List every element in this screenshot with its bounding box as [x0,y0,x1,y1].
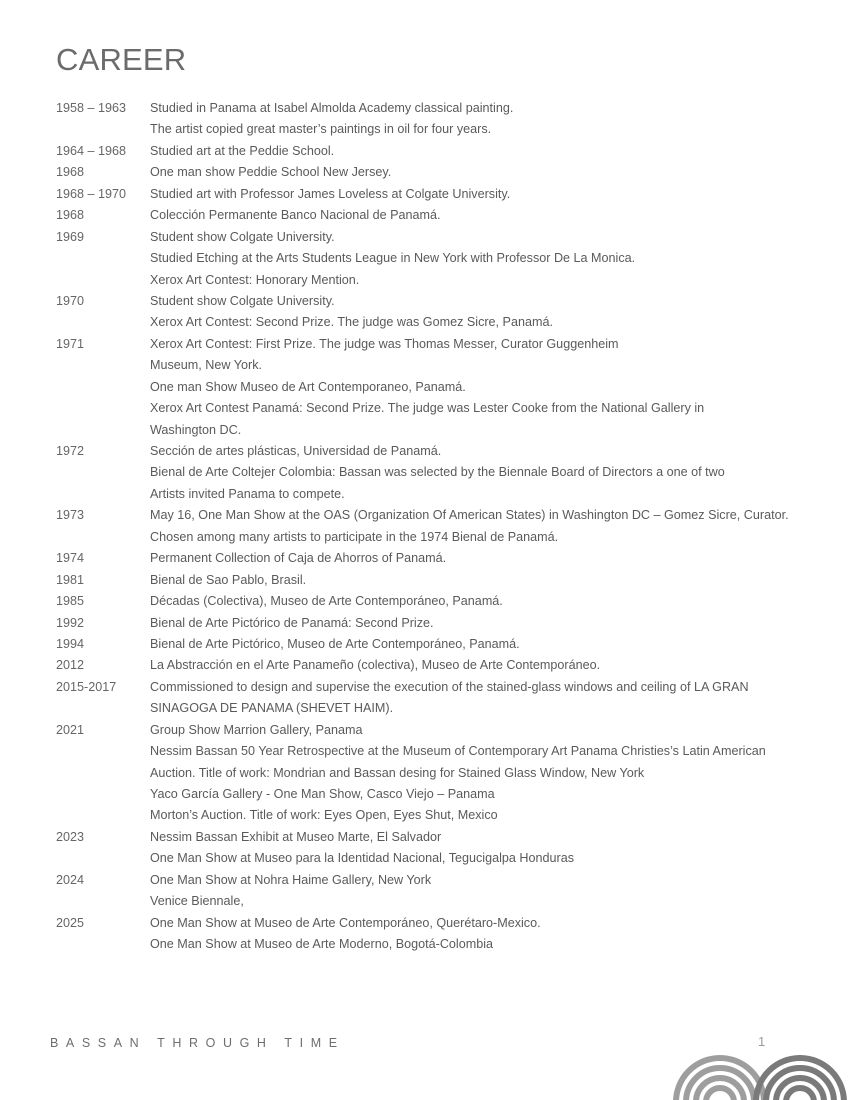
entry-description: One Man Show at Museo para la Identidad Nacional, Tegucigalpa Honduras [150,851,575,866]
career-entry-line [56,913,850,934]
entry-year [56,741,150,762]
entry-year [56,891,150,912]
entry-year: 1972 [56,444,85,458]
career-entry-line [56,484,850,505]
career-entry-line [56,848,850,869]
career-entry-line [56,420,850,441]
entry-description: Group Show Marrion Gallery, Panama [150,722,363,737]
entry-year: 1964 – 1968 [56,143,127,158]
entry-description: Auction. Title of work: Mondrian and Bassan desing for Stained Glass Window, New York [150,765,645,780]
entry-year: 2015-2017 [56,679,117,694]
career-entry-line [56,270,850,291]
entry-year [56,784,150,805]
entry-year: 1968 [56,165,85,180]
career-entry-line [56,634,850,655]
career-entry-line [56,441,850,462]
entry-description: Bienal de Arte Pictórico de Panamá: Second Prize. [150,615,434,630]
entry-year: 1994 [56,636,85,651]
entry-description: Studied Etching at the Arts Students League in New York with Professor De La Monica. [150,251,636,266]
career-entry-line [56,162,850,183]
career-entry-line [56,312,850,333]
entry-year [56,805,150,826]
entry-year: 1969 [56,229,85,244]
entry-description: SINAGOGA DE PANAMA (SHEVET HAIM). [150,701,394,716]
entry-description: Nessim Bassan Exhibit at Museo Marte, El Salvador [150,829,442,844]
concentric-arches-logo [670,1050,850,1100]
entry-year: 1974 [56,551,85,566]
entry-year: 2021 [56,722,85,737]
career-entry-line [56,763,850,784]
entry-description: Washington DC. [150,422,242,437]
entry-description: One Man Show at Museo de Arte Contemporáneo, Querétaro-Mexico. [150,915,541,930]
career-entry-line [56,655,850,676]
entry-description: Xerox Art Contest Panamá: Second Prize. The judge was Lester Cooke from the National Gallery in [150,401,705,416]
career-entry-line [56,462,850,483]
career-entry-line [56,870,850,891]
career-entry-line [56,205,850,226]
entry-year [56,312,150,333]
entry-year [56,484,150,505]
entry-description: Student show Colgate University. [150,293,335,308]
entry-year: 1971 [56,336,85,351]
entry-year [56,398,150,419]
entry-year: 1981 [56,572,85,587]
entry-description: Venice Biennale, [150,894,244,909]
entry-description: One Man Show at Museo de Arte Moderno, Bogotá-Colombia [150,937,494,952]
career-entry-line [56,934,850,955]
entry-description: Xerox Art Contest: Second Prize. The judge was Gomez Sicre, Panamá. [150,315,553,330]
career-entry-line [56,570,850,591]
entry-year: 1970 [56,293,85,308]
entry-year [56,462,150,483]
entry-description: Décadas (Colectiva), Museo de Arte Contemporáneo, Panamá. [150,594,503,609]
entry-description: Bienal de Sao Pablo, Brasil. [150,572,307,587]
career-entry-line [56,591,850,612]
career-entry-line [56,141,850,162]
career-entry-line [56,505,850,526]
entry-description: Sección de artes plásticas, Universidad de Panamá. [150,444,442,458]
career-entry-line [56,398,850,419]
entry-description: Student show Colgate University. [150,229,335,244]
entry-year: 2024 [56,872,85,887]
entry-year [56,848,150,869]
career-entry-line [56,377,850,398]
entry-year [56,763,150,784]
entry-year [56,270,150,291]
entry-description: One man Show Museo de Art Contemporaneo, Panamá. [150,379,466,394]
entry-year [56,527,150,548]
career-entry-line [56,248,850,269]
career-entry-line [56,698,850,719]
entry-description: Artists invited Panama to compete. [150,486,345,501]
entry-year: 1968 [56,208,85,223]
entry-description: Studied art with Professor James Loveless at Colgate University. [150,186,511,201]
entry-year: 1958 – 1963 [56,101,127,115]
entry-year: 1992 [56,615,85,630]
entry-year [56,377,150,398]
entry-year [56,355,150,376]
career-entry-line [56,827,850,848]
entry-description: The artist copied great master’s paintings in oil for four years. [150,122,492,137]
career-entry-line [56,720,850,741]
entry-year: 1985 [56,594,85,609]
career-entry-line [56,527,850,548]
career-list [56,98,850,956]
career-entry-line [56,227,850,248]
entry-year [56,934,150,955]
entry-description: Xerox Art Contest: First Prize. The judge was Thomas Messer, Curator Guggenheim [150,336,619,351]
entry-description: One Man Show at Nohra Haime Gallery, New York [150,872,432,887]
page-title: CAREER [56,42,187,77]
career-entry-line [56,677,850,698]
entry-year: 1968 – 1970 [56,186,127,201]
entry-year [56,119,150,140]
entry-description: Bienal de Arte Pictórico, Museo de Arte Contemporáneo, Panamá. [150,636,520,651]
logo-ring [706,1088,734,1100]
entry-description: May 16, One Man Show at the OAS (Organization Of American States) in Washington DC – Gomez Sicre, Curator. [150,508,789,523]
logo-ring [786,1088,814,1100]
career-entry-line [56,355,850,376]
career-entry-line [56,334,850,355]
entry-year: 2012 [56,658,85,673]
career-entry-line [56,548,850,569]
career-entry-line [56,891,850,912]
entry-year [56,420,150,441]
entry-description: Colección Permanente Banco Nacional de Panamá. [150,208,441,223]
page-number: 1 [758,1034,766,1049]
entry-description: Bienal de Arte Coltejer Colombia: Bassan was selected by the Biennale Board of Directors a one of two [150,465,725,480]
entry-description: Xerox Art Contest: Honorary Mention. [150,272,360,287]
career-entry-line [56,291,850,312]
career-entry-line [56,98,850,119]
entry-description: La Abstracción en el Arte Panameño (colectiva), Museo de Arte Contemporáneo. [150,658,601,673]
entry-description: Commissioned to design and supervise the execution of the stained-glass windows and ceiling of LA GRAN [150,679,749,694]
entry-description: Museum, New York. [150,358,262,373]
entry-description: Studied in Panama at Isabel Almolda Academy classical painting. [150,101,514,115]
entry-year: 2025 [56,915,85,930]
footer-title: BASSAN THROUGH TIME [50,1036,345,1050]
entry-year: 1973 [56,508,85,523]
entry-description: Chosen among many artists to participate in the 1974 Bienal de Panamá. [150,529,559,544]
entry-description: One man show Peddie School New Jersey. [150,165,392,180]
career-entry-line [56,184,850,205]
career-entry-line [56,741,850,762]
career-entry-line [56,613,850,634]
career-entry-line [56,805,850,826]
entry-description: Yaco García Gallery - One Man Show, Casco Viejo – Panama [150,787,495,801]
entry-year: 2023 [56,829,85,844]
entry-description: Nessim Bassan 50 Year Retrospective at the Museum of Contemporary Art Panama Christies’s Latin American [150,744,766,759]
entry-description: Morton’s Auction. Title of work: Eyes Open, Eyes Shut, Mexico [150,808,498,823]
entry-year [56,248,150,269]
entry-description: Studied art at the Peddie School. [150,143,335,158]
career-entry-line [56,119,850,140]
entry-year [56,698,150,719]
career-entry-line [56,784,850,805]
entry-description: Permanent Collection of Caja de Ahorros of Panamá. [150,551,447,566]
